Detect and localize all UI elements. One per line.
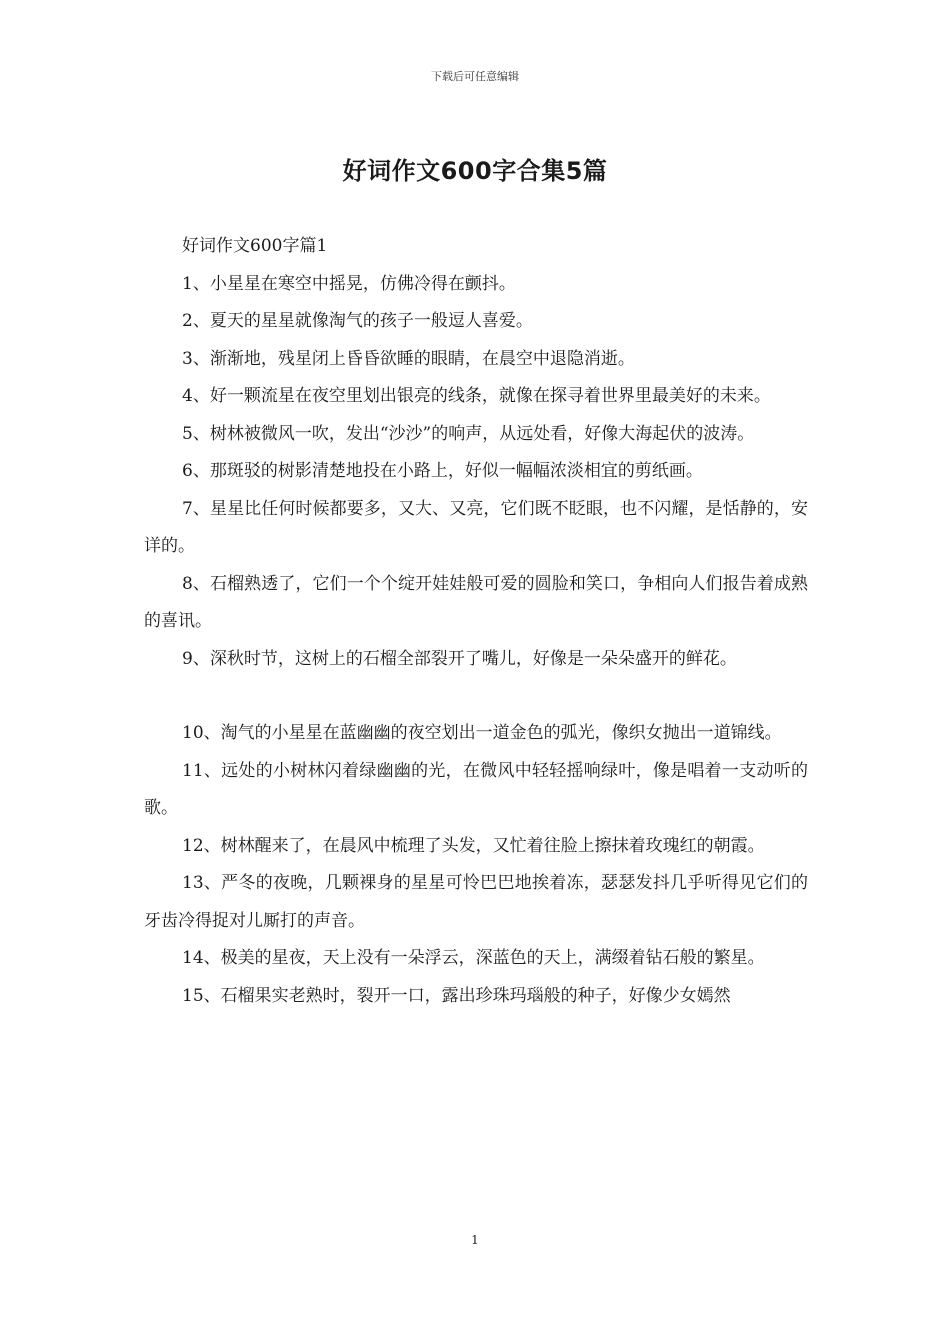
paragraph-8: 8、石榴熟透了，它们一个个绽开娃娃般可爱的圆脸和笑口，争相向人们报告着成熟的喜讯。 <box>144 573 808 631</box>
section-heading: 好词作文600字篇1 <box>182 236 328 256</box>
paragraph-4: 4、好一颗流星在夜空里划出银亮的线条，就像在探寻着世界里最美好的未来。 <box>182 386 771 406</box>
page-title: 好词作文600字合集5篇 <box>342 157 608 185</box>
paragraph-spacer <box>144 678 808 715</box>
page-number: 1 <box>471 1233 479 1247</box>
paragraph-11: 11、远处的小树林闪着绿幽幽的光，在微风中轻轻摇响绿叶，像是唱着一支动听的歌。 <box>144 760 808 818</box>
paragraph-10: 10、淘气的小星星在蓝幽幽的夜空划出一道金色的弧光，像织女抛出一道锦线。 <box>182 723 782 743</box>
paragraph-7: 7、星星比任何时候都要多，又大、又亮，它们既不眨眼，也不闪耀，是恬静的，安详的。 <box>144 498 808 556</box>
document-body <box>144 228 808 1015</box>
header-note: 下载后可任意编辑 <box>431 70 519 83</box>
paragraph-13: 13、严冬的夜晚，几颗裸身的星星可怜巴巴地挨着冻，瑟瑟发抖几乎听得见它们的牙齿冷得捉对儿厮打的声音。 <box>144 873 808 931</box>
paragraph-12: 12、树林醒来了，在晨风中梳理了头发，又忙着往脸上擦抹着玫瑰红的朝霞。 <box>182 835 765 856</box>
paragraph-6: 6、那斑驳的树影清楚地投在小路上，好似一幅幅浓淡相宜的剪纸画。 <box>182 461 703 481</box>
paragraph-14: 14、极美的星夜，天上没有一朵浮云，深蓝色的天上，满缀着钻石般的繁星。 <box>182 948 765 968</box>
paragraph-9: 9、深秋时节，这树上的石榴全部裂开了嘴儿，好像是一朵朵盛开的鲜花。 <box>182 648 737 669</box>
paragraph-1: 1、小星星在寒空中摇晃，仿佛冷得在颤抖。 <box>182 273 516 294</box>
paragraph-2: 2、夏天的星星就像淘气的孩子一般逗人喜爱。 <box>182 311 533 331</box>
paragraph-3: 3、渐渐地，残星闭上昏昏欲睡的眼睛，在晨空中退隐消逝。 <box>182 348 635 369</box>
paragraph-15: 15、石榴果实老熟时，裂开一口，露出珍珠玛瑙般的种子，好像少女嫣然 <box>182 985 731 1006</box>
paragraph-5: 5、树林被微风一吹，发出“沙沙”的响声，从远处看，好像大海起伏的波涛。 <box>182 423 755 444</box>
